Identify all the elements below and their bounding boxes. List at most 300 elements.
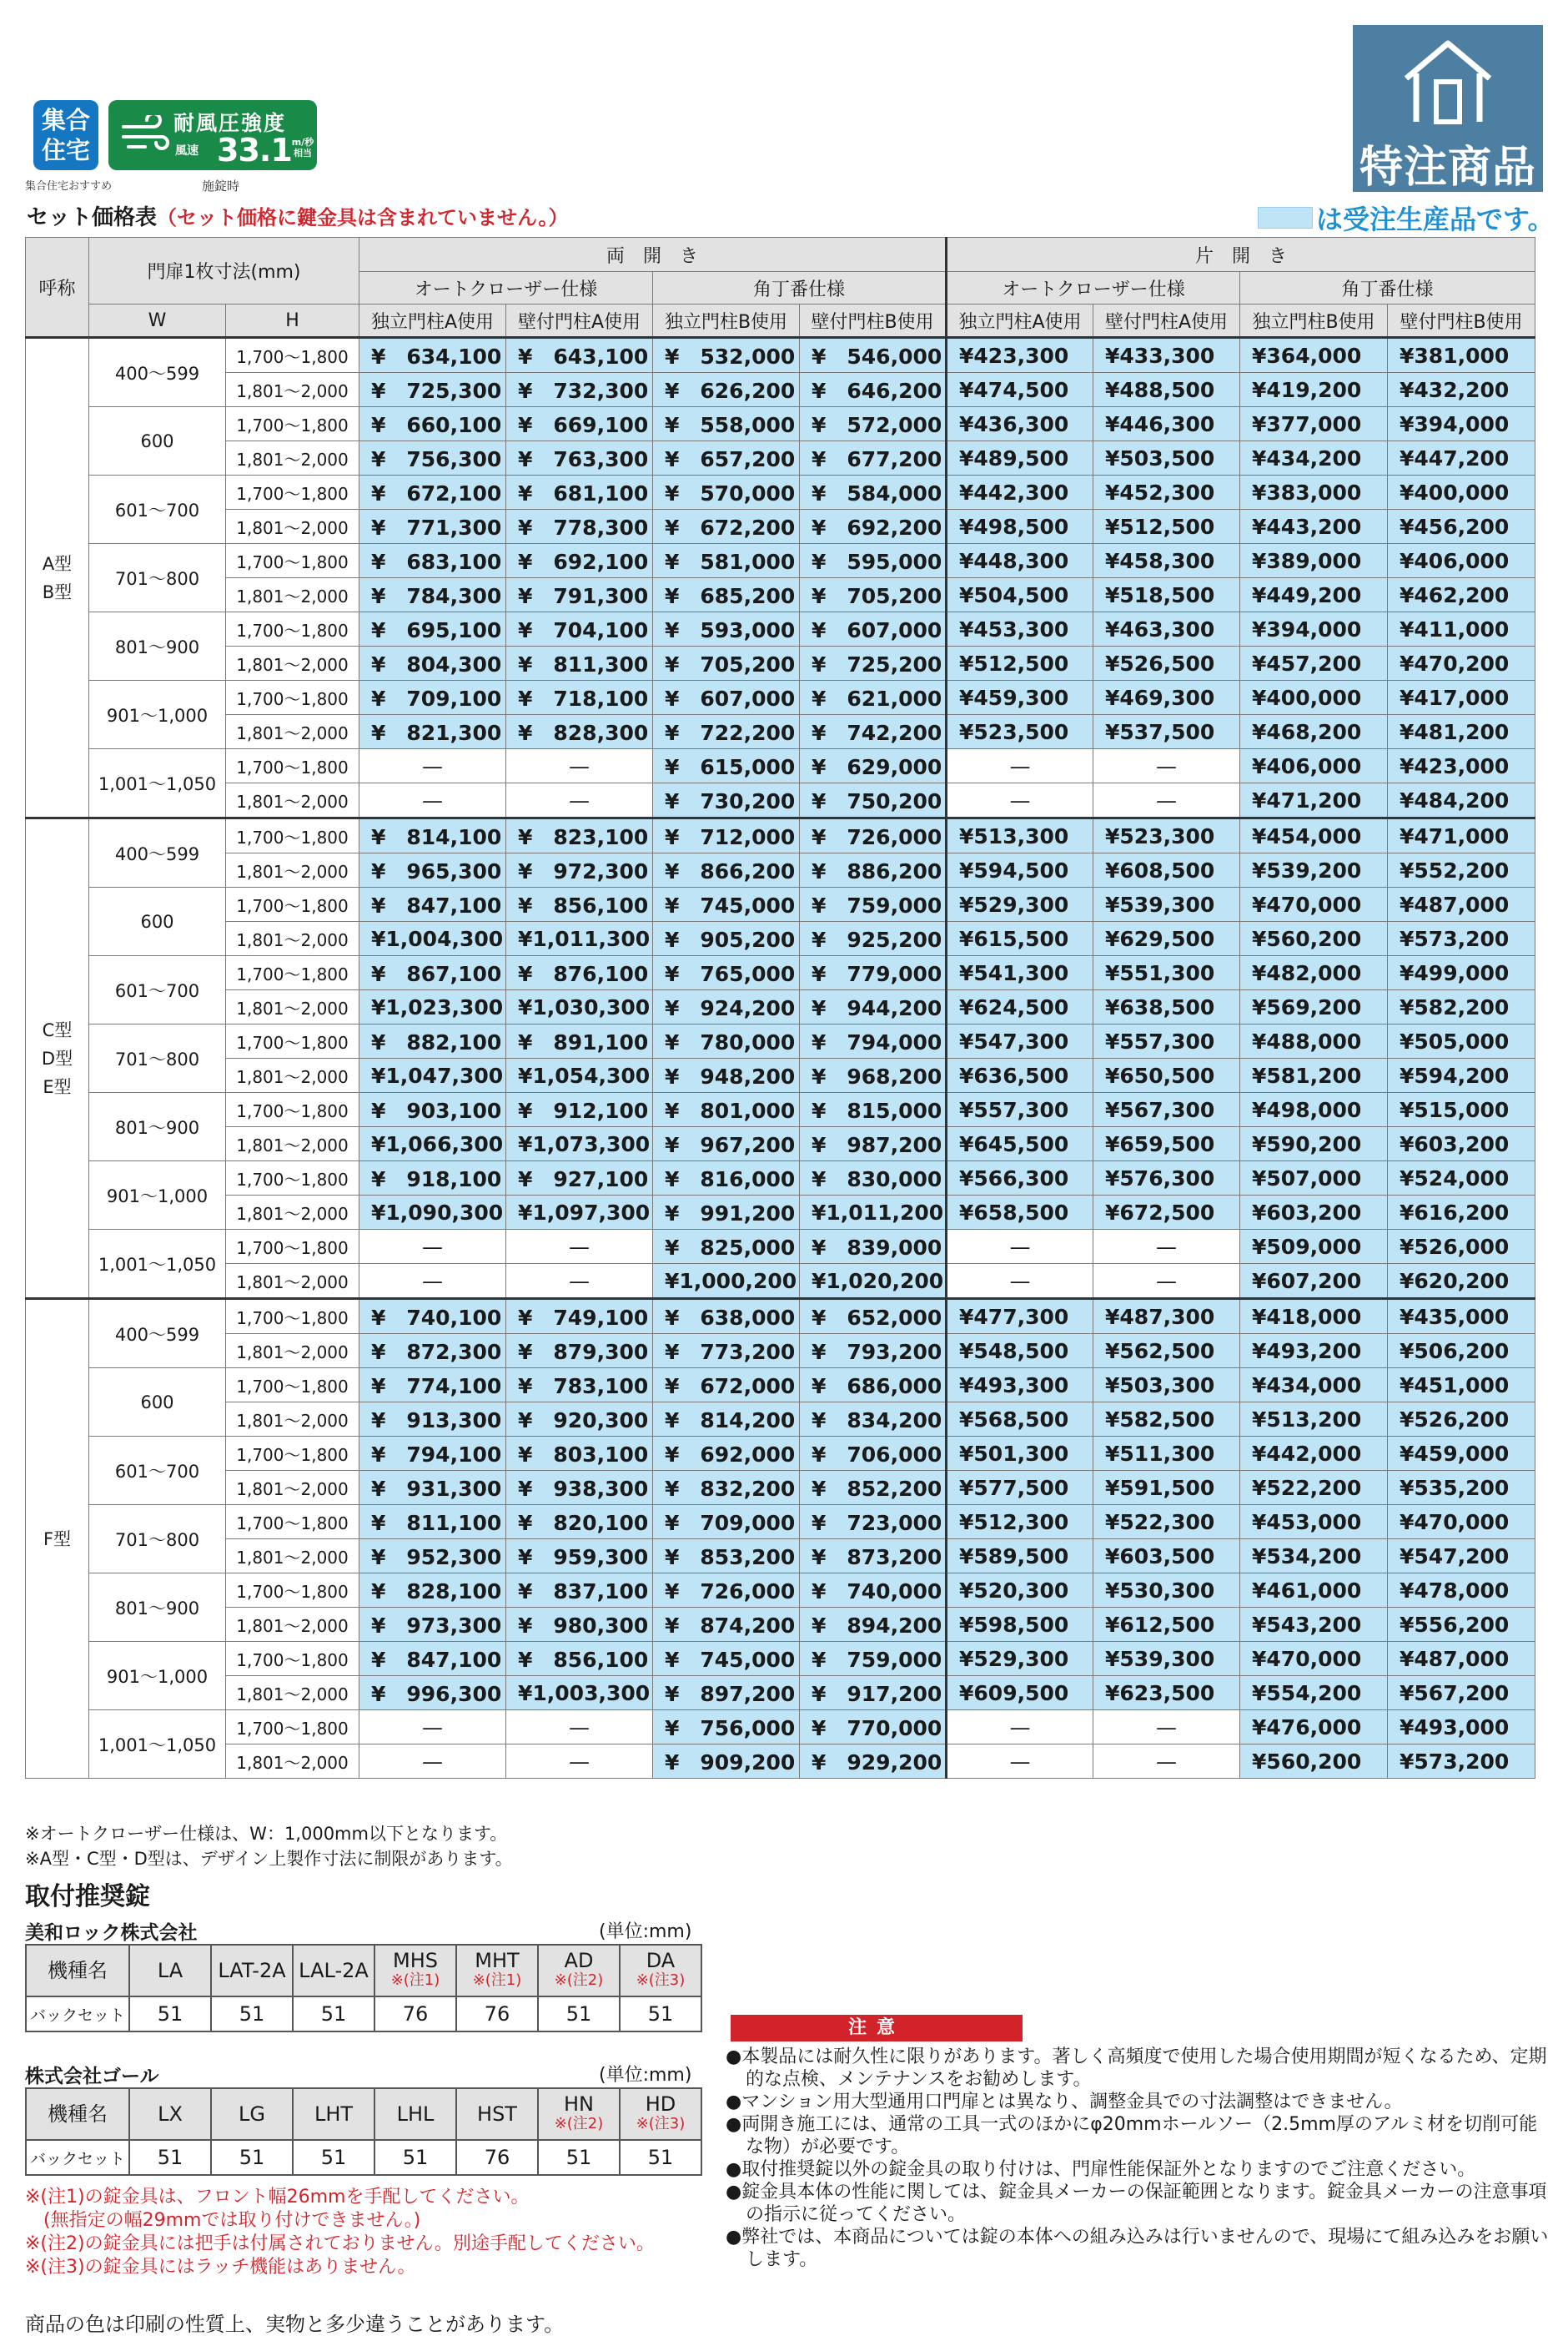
type-cell: A型 B型 — [26, 338, 89, 818]
price-cell: ¥ 814,100 — [359, 818, 506, 853]
price-cell: ¥ 778,300 — [506, 510, 653, 544]
header-col: 独立門柱A使用 — [359, 305, 506, 338]
caution-item: ●取付推奨錠以外の錠金具の取り付けは、門扉性能保証外となりますのでご注意ください。 — [726, 2159, 1476, 2180]
price-cell: ¥530,300 — [1093, 1573, 1240, 1608]
price-row — [26, 715, 1535, 749]
price-cell: ¥478,000 — [1388, 1573, 1535, 1608]
lock-model: LHL — [374, 2088, 456, 2140]
price-cell: ¥435,000 — [1388, 1299, 1535, 1334]
price-row — [26, 338, 1535, 373]
price-cell: ¥ 804,300 — [359, 647, 506, 681]
price-cell: ¥ 917,200 — [800, 1676, 947, 1710]
apartment-badge: 集合 住宅 — [33, 100, 98, 170]
price-cell: — — [506, 1744, 653, 1779]
price-cell: ¥419,200 — [1240, 373, 1388, 407]
price-cell: ¥ 931,300 — [359, 1471, 506, 1505]
price-cell: ¥ 742,200 — [800, 715, 947, 749]
price-cell: ¥487,000 — [1388, 1642, 1535, 1676]
price-cell: ¥569,200 — [1240, 990, 1388, 1025]
height-cell: 1,700～1,800 — [226, 749, 359, 783]
price-cell: ¥ 959,300 — [506, 1539, 653, 1573]
price-cell: ¥ 677,200 — [800, 441, 947, 476]
price-cell: — — [359, 749, 506, 783]
price-cell: ¥452,300 — [1093, 476, 1240, 510]
footnote: ※A型・C型・D型は、デザイン上製作寸法に制限があります。 — [25, 1849, 513, 1869]
price-row — [26, 1710, 1535, 1744]
price-cell: ¥482,000 — [1240, 956, 1388, 990]
price-cell: ¥1,000,200 — [653, 1264, 800, 1299]
price-cell: ¥609,500 — [947, 1676, 1093, 1710]
price-cell: ¥512,500 — [947, 647, 1093, 681]
price-cell: ¥ 794,000 — [800, 1025, 947, 1059]
price-cell: ¥418,000 — [1240, 1299, 1388, 1334]
price-row — [26, 1161, 1535, 1196]
price-cell: ¥459,000 — [1388, 1437, 1535, 1471]
price-cell: ¥ 872,300 — [359, 1334, 506, 1368]
price-row — [26, 853, 1535, 888]
price-cell: ¥443,200 — [1240, 510, 1388, 544]
price-cell: ¥ 996,300 — [359, 1676, 506, 1710]
lock-note: ※(注3)の錠金具にはラッチ機能はありません。 — [25, 2257, 416, 2278]
price-cell: ¥567,200 — [1388, 1676, 1535, 1710]
price-cell: ¥ 750,200 — [800, 783, 947, 818]
price-cell: ¥ 692,100 — [506, 544, 653, 578]
price-cell: — — [359, 1230, 506, 1264]
height-cell: 1,801～2,000 — [226, 647, 359, 681]
price-cell: ¥ 638,000 — [653, 1299, 800, 1334]
height-cell: 1,700～1,800 — [226, 1025, 359, 1059]
price-cell: ¥ 704,100 — [506, 612, 653, 647]
price-cell: ¥1,090,300 — [359, 1196, 506, 1230]
wind-note: 施錠時 — [202, 179, 240, 194]
price-cell: ¥488,500 — [1093, 373, 1240, 407]
lock-note: (無指定の幅29mmでは取り付けできません。) — [25, 2210, 421, 2231]
price-row — [26, 1059, 1535, 1093]
price-row — [26, 441, 1535, 476]
price-cell: ¥ 856,100 — [506, 1642, 653, 1676]
price-cell: ¥513,200 — [1240, 1402, 1388, 1437]
price-cell: ¥ 944,200 — [800, 990, 947, 1025]
price-cell: ¥406,000 — [1388, 544, 1535, 578]
price-cell: ¥381,000 — [1388, 338, 1535, 373]
width-cell: 701～800 — [89, 1505, 226, 1573]
lock-model: LHT — [293, 2088, 374, 2140]
price-cell: ¥493,300 — [947, 1368, 1093, 1402]
price-row — [26, 888, 1535, 922]
price-cell: ¥590,200 — [1240, 1127, 1388, 1161]
price-row — [26, 956, 1535, 990]
price-cell: ¥ 837,100 — [506, 1573, 653, 1608]
price-cell: ¥ 709,100 — [359, 681, 506, 715]
height-cell: 1,700～1,800 — [226, 1505, 359, 1539]
height-cell: 1,801～2,000 — [226, 1608, 359, 1642]
price-cell: ¥ 626,200 — [653, 373, 800, 407]
price-cell: ¥ 712,000 — [653, 818, 800, 853]
price-cell: ¥ 681,100 — [506, 476, 653, 510]
price-cell: ¥474,500 — [947, 373, 1093, 407]
price-cell: — — [1093, 1710, 1240, 1744]
header-single-kakucho: 角丁番仕様 — [1240, 272, 1535, 305]
price-cell: ¥ 918,100 — [359, 1161, 506, 1196]
lock-row-label: バックセット — [26, 2140, 129, 2175]
header-col: 独立門柱B使用 — [1240, 305, 1388, 338]
price-cell: ¥594,500 — [947, 853, 1093, 888]
lock-table-goal — [25, 2087, 702, 2176]
price-cell: ¥511,300 — [1093, 1437, 1240, 1471]
price-cell: ¥436,300 — [947, 407, 1093, 441]
price-row — [26, 1744, 1535, 1779]
price-cell: ¥624,500 — [947, 990, 1093, 1025]
price-cell: ¥658,500 — [947, 1196, 1093, 1230]
price-cell: ¥576,300 — [1093, 1161, 1240, 1196]
price-cell: ¥432,200 — [1388, 373, 1535, 407]
price-cell: ¥470,000 — [1240, 1642, 1388, 1676]
price-row — [26, 1505, 1535, 1539]
price-row — [26, 749, 1535, 783]
price-cell: ¥ 725,300 — [359, 373, 506, 407]
price-row — [26, 1093, 1535, 1127]
price-cell: ¥ 991,200 — [653, 1196, 800, 1230]
price-cell: ¥ 672,200 — [653, 510, 800, 544]
price-cell: — — [506, 749, 653, 783]
lock-row-header: 機種名 — [26, 1945, 129, 1996]
price-cell: ¥620,200 — [1388, 1264, 1535, 1299]
price-cell: ¥ 965,300 — [359, 853, 506, 888]
price-cell: ¥470,000 — [1388, 1505, 1535, 1539]
caution-item: ●本製品には耐久性に限りがあります。著しく高頻度で使用した場合使用期間が短くなるため、定期的な点検、メンテナンスをお勧めします。 — [726, 2046, 1547, 2090]
price-cell: ¥ 913,300 — [359, 1402, 506, 1437]
header-col: 壁付門柱B使用 — [1388, 305, 1535, 338]
price-cell: ¥ 821,300 — [359, 715, 506, 749]
price-cell: ¥ 973,300 — [359, 1608, 506, 1642]
price-cell: ¥ 780,000 — [653, 1025, 800, 1059]
price-cell: ¥ 770,000 — [800, 1710, 947, 1744]
lock-value: 76 — [456, 2140, 538, 2175]
price-cell: — — [947, 1744, 1093, 1779]
price-cell: ¥ 672,100 — [359, 476, 506, 510]
price-cell: — — [359, 1744, 506, 1779]
price-cell: ¥ 920,300 — [506, 1402, 653, 1437]
price-cell: ¥629,500 — [1093, 922, 1240, 956]
price-cell: ¥389,000 — [1240, 544, 1388, 578]
order-made-legend-text: は受注生産品です。 — [1316, 204, 1555, 235]
price-cell: ¥ 570,000 — [653, 476, 800, 510]
price-cell: ¥ 938,300 — [506, 1471, 653, 1505]
price-cell: ¥423,000 — [1388, 749, 1535, 783]
price-cell: ¥ 972,300 — [506, 853, 653, 888]
price-cell: ¥598,500 — [947, 1608, 1093, 1642]
price-cell: ¥ 791,300 — [506, 578, 653, 612]
lock-value: 51 — [620, 1996, 701, 2031]
price-cell: ¥526,200 — [1388, 1402, 1535, 1437]
lock-value: 51 — [293, 1996, 374, 2031]
lock-row-label: バックセット — [26, 1996, 129, 2031]
lock-value: 51 — [620, 2140, 701, 2175]
height-cell: 1,700～1,800 — [226, 544, 359, 578]
header-col: 独立門柱A使用 — [947, 305, 1093, 338]
price-cell: ¥469,300 — [1093, 681, 1240, 715]
price-cell: ¥ 853,200 — [653, 1539, 800, 1573]
price-cell: ¥1,054,300 — [506, 1059, 653, 1093]
price-cell: — — [1093, 1744, 1240, 1779]
price-cell: ¥ 828,100 — [359, 1573, 506, 1608]
price-cell: ¥515,000 — [1388, 1093, 1535, 1127]
price-cell: ¥ 834,200 — [800, 1402, 947, 1437]
price-cell: ¥512,300 — [947, 1505, 1093, 1539]
height-cell: 1,801～2,000 — [226, 1059, 359, 1093]
price-row — [26, 1437, 1535, 1471]
price-cell: ¥ 572,000 — [800, 407, 947, 441]
price-row — [26, 1642, 1535, 1676]
price-cell: ¥506,200 — [1388, 1334, 1535, 1368]
price-cell: ¥ 967,200 — [653, 1127, 800, 1161]
price-cell: ¥672,500 — [1093, 1196, 1240, 1230]
price-row — [26, 578, 1535, 612]
price-cell: ¥442,000 — [1240, 1437, 1388, 1471]
price-cell: ¥ 873,200 — [800, 1539, 947, 1573]
price-cell: ¥512,500 — [1093, 510, 1240, 544]
caution-item: ●弊社では、本商品については錠の本体への組み込みは行いませんので、現場にて組み込みをお願いします。 — [726, 2227, 1549, 2270]
price-cell: ¥ 705,200 — [653, 647, 800, 681]
height-cell: 1,801～2,000 — [226, 990, 359, 1025]
price-cell: ¥ 765,000 — [653, 956, 800, 990]
price-cell: ¥636,500 — [947, 1059, 1093, 1093]
price-cell: — — [947, 783, 1093, 818]
price-cell: — — [359, 1264, 506, 1299]
price-cell: ¥ 629,000 — [800, 749, 947, 783]
price-cell: ¥541,300 — [947, 956, 1093, 990]
price-cell: ¥ 749,100 — [506, 1299, 653, 1334]
maker-name: 美和ロック株式会社 — [25, 1922, 198, 1944]
price-cell: ¥364,000 — [1240, 338, 1388, 373]
price-cell: ¥566,300 — [947, 1161, 1093, 1196]
price-cell: ¥ 825,000 — [653, 1230, 800, 1264]
height-cell: 1,700～1,800 — [226, 1093, 359, 1127]
price-cell: ¥518,500 — [1093, 578, 1240, 612]
lock-model: MHS ※(注1) — [374, 1945, 456, 1996]
price-cell: ¥607,200 — [1240, 1264, 1388, 1299]
wind-unit: m/秒相当 — [291, 137, 314, 159]
lock-model: HST — [456, 2088, 538, 2140]
price-cell: ¥ 532,000 — [653, 338, 800, 373]
special-order-label: 特注商品 — [1359, 143, 1536, 193]
header-name: 呼称 — [26, 238, 89, 338]
price-cell: ¥454,000 — [1240, 818, 1388, 853]
price-cell: ¥ 756,000 — [653, 1710, 800, 1744]
wind-title: 耐風圧強度 — [173, 111, 287, 135]
header-h: H — [226, 305, 359, 338]
price-cell: ¥ 803,100 — [506, 1437, 653, 1471]
price-cell: ¥453,300 — [947, 612, 1093, 647]
unit-label: (単位:mm) — [599, 1921, 692, 1942]
price-cell: ¥ 652,000 — [800, 1299, 947, 1334]
price-cell: ¥522,300 — [1093, 1505, 1240, 1539]
price-cell: ¥ 856,100 — [506, 888, 653, 922]
price-cell: ¥ 894,200 — [800, 1608, 947, 1642]
price-cell: ¥ 759,000 — [800, 888, 947, 922]
price-row — [26, 990, 1535, 1025]
price-row — [26, 1127, 1535, 1161]
price-cell: ¥ 581,000 — [653, 544, 800, 578]
price-cell: ¥ 823,100 — [506, 818, 653, 853]
price-cell: ¥ 718,100 — [506, 681, 653, 715]
set-price-title-note: （セット価格に鍵金具は含まれていません。） — [157, 206, 569, 229]
price-cell: ¥1,073,300 — [506, 1127, 653, 1161]
price-cell: ¥535,200 — [1388, 1471, 1535, 1505]
price-cell: ¥1,020,200 — [800, 1264, 947, 1299]
locks-title: 取付推奨錠 — [25, 1882, 150, 1911]
price-row — [26, 1264, 1535, 1299]
price-cell: ¥589,500 — [947, 1539, 1093, 1573]
price-cell: ¥ 811,100 — [359, 1505, 506, 1539]
price-cell: ¥ 925,200 — [800, 922, 947, 956]
price-cell: ¥1,011,200 — [800, 1196, 947, 1230]
price-cell: ¥406,000 — [1240, 749, 1388, 783]
price-cell: ¥394,000 — [1388, 407, 1535, 441]
price-cell: ¥ 546,000 — [800, 338, 947, 373]
color-disclaimer: 商品の色は印刷の性質上、実物と多少違うことがあります。 — [25, 2313, 565, 2336]
price-cell: ¥ 801,000 — [653, 1093, 800, 1127]
footnote: ※オートクローザー仕様は、W：1,000mm以下となります。 — [25, 1824, 508, 1844]
price-cell: ¥463,300 — [1093, 612, 1240, 647]
width-cell: 701～800 — [89, 1025, 226, 1093]
header-col: 壁付門柱B使用 — [800, 305, 947, 338]
lock-value: 51 — [538, 1996, 620, 2031]
price-cell: ¥ 832,200 — [653, 1471, 800, 1505]
price-cell: ¥ 912,100 — [506, 1093, 653, 1127]
price-cell: ¥501,300 — [947, 1437, 1093, 1471]
height-cell: 1,700～1,800 — [226, 338, 359, 373]
price-cell: ¥ 980,300 — [506, 1608, 653, 1642]
lock-model: MHT ※(注1) — [456, 1945, 538, 1996]
lock-model: LG — [211, 2088, 293, 2140]
price-cell: ¥ 621,000 — [800, 681, 947, 715]
price-cell: — — [506, 1230, 653, 1264]
price-cell: ¥498,500 — [947, 510, 1093, 544]
price-row — [26, 612, 1535, 647]
price-cell: ¥ 643,100 — [506, 338, 653, 373]
price-cell: ¥ 558,000 — [653, 407, 800, 441]
height-cell: 1,801～2,000 — [226, 1402, 359, 1437]
price-cell: ¥ 672,000 — [653, 1368, 800, 1402]
price-cell: ¥ 886,200 — [800, 853, 947, 888]
height-cell: 1,801～2,000 — [226, 922, 359, 956]
price-cell: ¥462,200 — [1388, 578, 1535, 612]
price-cell: — — [947, 1710, 1093, 1744]
price-cell: ¥557,300 — [947, 1093, 1093, 1127]
price-cell: ¥ 726,000 — [800, 818, 947, 853]
apartment-note: 集合住宅おすすめ — [25, 180, 113, 193]
height-cell: 1,700～1,800 — [226, 818, 359, 853]
header-single-autocloser: オートクローザー仕様 — [947, 272, 1240, 305]
price-cell: ¥400,000 — [1388, 476, 1535, 510]
price-cell: ¥ 705,200 — [800, 578, 947, 612]
width-cell: 400～599 — [89, 818, 226, 888]
price-cell: ¥623,500 — [1093, 1676, 1240, 1710]
price-cell: ¥551,300 — [1093, 956, 1240, 990]
price-cell: ¥ 725,200 — [800, 647, 947, 681]
price-cell: ¥ 745,000 — [653, 888, 800, 922]
price-cell: ¥ 968,200 — [800, 1059, 947, 1093]
price-cell: ¥650,500 — [1093, 1059, 1240, 1093]
price-cell: ¥ 695,100 — [359, 612, 506, 647]
width-cell: 901～1,000 — [89, 1642, 226, 1710]
set-price-table — [25, 237, 1535, 1779]
price-cell: ¥562,500 — [1093, 1334, 1240, 1368]
price-cell: ¥481,200 — [1388, 715, 1535, 749]
height-cell: 1,801～2,000 — [226, 1676, 359, 1710]
price-cell: ¥ 784,300 — [359, 578, 506, 612]
height-cell: 1,801～2,000 — [226, 1196, 359, 1230]
price-cell: ¥523,500 — [947, 715, 1093, 749]
price-cell: ¥ 756,300 — [359, 441, 506, 476]
price-cell: ¥ 830,000 — [800, 1161, 947, 1196]
price-cell: ¥476,000 — [1240, 1710, 1388, 1744]
price-cell: ¥504,500 — [947, 578, 1093, 612]
price-row — [26, 407, 1535, 441]
price-cell: ¥503,300 — [1093, 1368, 1240, 1402]
price-row — [26, 1025, 1535, 1059]
price-cell: ¥594,200 — [1388, 1059, 1535, 1093]
price-cell: ¥ 740,100 — [359, 1299, 506, 1334]
house-icon — [1398, 35, 1498, 127]
price-cell: ¥470,200 — [1388, 647, 1535, 681]
height-cell: 1,801～2,000 — [226, 1264, 359, 1299]
type-cell: F型 — [26, 1299, 89, 1779]
header-w: W — [89, 305, 226, 338]
price-cell: ¥582,500 — [1093, 1402, 1240, 1437]
price-cell: ¥411,000 — [1388, 612, 1535, 647]
width-cell: 400～599 — [89, 338, 226, 407]
unit-label: (単位:mm) — [599, 2065, 692, 2086]
width-cell: 1,001～1,050 — [89, 1710, 226, 1779]
header-double-kakucho: 角丁番仕様 — [653, 272, 947, 305]
lock-value: 51 — [538, 2140, 620, 2175]
lock-model: HD ※(注3) — [620, 2088, 701, 2140]
width-cell: 801～900 — [89, 1093, 226, 1161]
height-cell: 1,700～1,800 — [226, 1710, 359, 1744]
price-cell: ¥581,200 — [1240, 1059, 1388, 1093]
special-order-badge — [1353, 25, 1543, 192]
width-cell: 801～900 — [89, 612, 226, 681]
lock-model: LAT-2A — [211, 1945, 293, 1996]
price-cell: ¥499,000 — [1388, 956, 1535, 990]
lock-model: HN ※(注2) — [538, 2088, 620, 2140]
price-cell: ¥582,200 — [1388, 990, 1535, 1025]
lock-value: 76 — [456, 1996, 538, 2031]
wind-value: 33.1 — [217, 132, 292, 169]
price-cell: ¥ 759,000 — [800, 1642, 947, 1676]
price-cell: — — [1093, 749, 1240, 783]
price-cell: ¥543,200 — [1240, 1608, 1388, 1642]
price-cell: — — [359, 783, 506, 818]
price-cell: ¥ 771,300 — [359, 510, 506, 544]
width-cell: 901～1,000 — [89, 681, 226, 749]
maker-name: 株式会社ゴール — [25, 2066, 159, 2087]
price-cell: ¥487,300 — [1093, 1299, 1240, 1334]
price-cell: ¥616,200 — [1388, 1196, 1535, 1230]
price-cell: ¥457,200 — [1240, 647, 1388, 681]
price-cell: ¥507,000 — [1240, 1161, 1388, 1196]
price-cell: ¥547,200 — [1388, 1539, 1535, 1573]
price-cell: ¥ 732,300 — [506, 373, 653, 407]
price-cell: ¥ 607,000 — [653, 681, 800, 715]
width-cell: 701～800 — [89, 544, 226, 612]
price-cell: ¥ 816,000 — [653, 1161, 800, 1196]
price-cell: ¥477,300 — [947, 1299, 1093, 1334]
price-row — [26, 1402, 1535, 1437]
price-cell: ¥ 730,200 — [653, 783, 800, 818]
